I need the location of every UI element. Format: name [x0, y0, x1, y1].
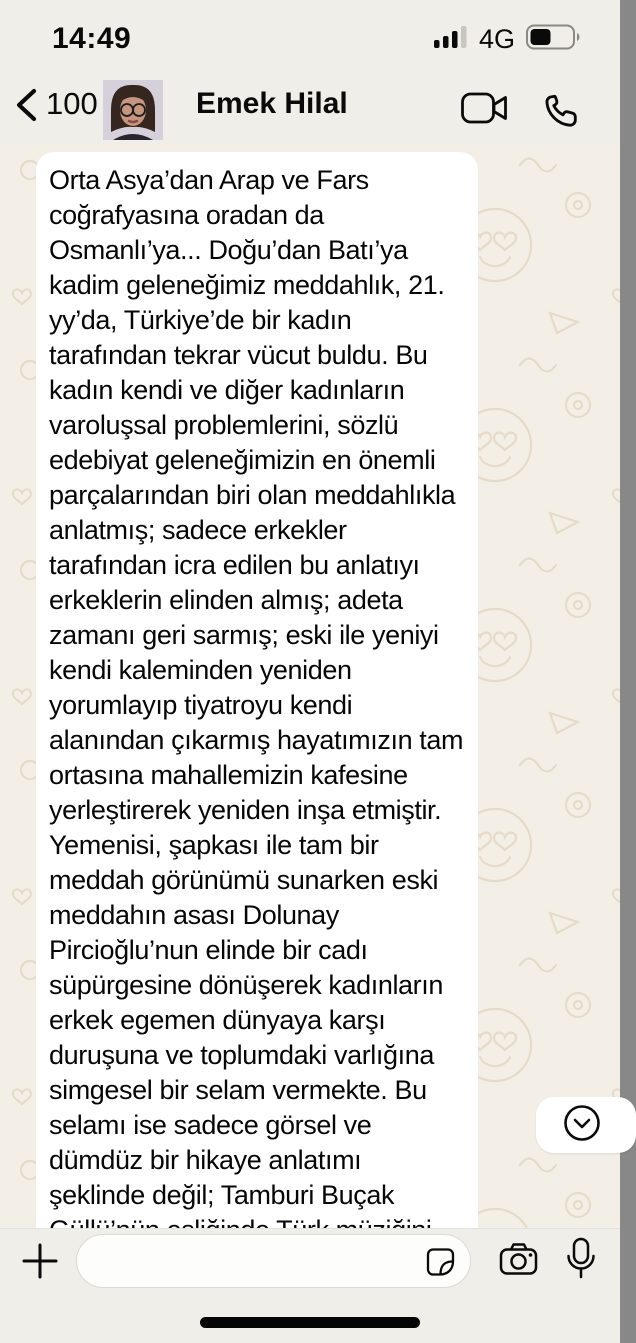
message-line: ortasına mahallemizin kafesine	[49, 760, 408, 790]
message-line: erkeklerin elinden almış; adeta	[49, 585, 403, 615]
message-line: dümdüz bir hikaye anlatımı	[49, 1145, 362, 1175]
message-line: şeklinde değil; Tamburi Buçak	[49, 1180, 395, 1210]
mic-button[interactable]	[564, 1237, 598, 1286]
message-line: meddahın asası Dolunay	[49, 900, 339, 930]
chevron-down-circle-icon	[536, 1101, 604, 1150]
message-line: Yemenisi, şapkası ile tam bir	[49, 830, 379, 860]
chevron-left-icon	[13, 109, 39, 126]
video-call-button[interactable]	[461, 92, 509, 130]
message-line: varoluşsal problemlerini, sözlü	[49, 410, 399, 440]
message-line: coğrafyasına oradan da	[49, 200, 324, 230]
video-call-icon	[461, 112, 509, 129]
voice-call-button[interactable]	[541, 92, 579, 135]
message-line: kendi kaleminden yeniden	[49, 655, 352, 685]
home-indicator-bar[interactable]	[200, 1317, 420, 1328]
message-line: meddah görünümü sunarken eski	[49, 865, 439, 895]
message-bubble[interactable]	[36, 152, 478, 1260]
contact-name[interactable]: Emek Hilal	[196, 87, 348, 120]
message-line: zamanı geri sarmış; eski ile yeniyi	[49, 620, 439, 650]
message-line: selamı ise sadece görsel ve	[49, 1110, 372, 1140]
message-line: yerleştirerek yeniden inşa etmiştir.	[49, 795, 442, 825]
message-line: yorumlayıp tiyatroyu kendi	[49, 690, 353, 720]
message-line: Osmanlı’ya... Doğu’dan Batı’ya	[49, 235, 408, 265]
back-button[interactable]	[13, 88, 41, 122]
message-line: erkek egemen dünyaya karşı	[49, 1005, 386, 1035]
unread-count-badge[interactable]: 100	[46, 86, 98, 121]
chat-area	[0, 145, 620, 1228]
camera-button[interactable]	[499, 1242, 539, 1281]
message-line: kadın kendi ve diğer kadınların	[49, 375, 405, 405]
status-time: 14:49	[52, 22, 132, 55]
cellular-signal-icon	[434, 26, 468, 54]
message-line: simgesel bir selam vermekte. Bu	[49, 1075, 427, 1105]
attach-button[interactable]	[21, 1242, 59, 1285]
scroll-to-bottom-button[interactable]	[536, 1097, 636, 1153]
chat-header	[0, 60, 620, 145]
message-line: süpürgesine dönüşerek kadınların	[49, 970, 443, 1000]
message-input[interactable]	[76, 1234, 471, 1288]
plus-icon	[21, 1267, 59, 1284]
microphone-icon	[564, 1268, 598, 1285]
message-line: anlatmış; sadece erkekler	[49, 515, 347, 545]
battery-icon	[526, 24, 584, 55]
message-line: tarafından tekrar vücut buldu. Bu	[49, 340, 428, 370]
message-line: Orta Asya’dan Arap ve Fars	[49, 165, 369, 195]
message-line: tarafından icra edilen bu anlatıyı	[49, 550, 420, 580]
message-line: Pircioğlu’nun elinde bir cadı	[49, 935, 368, 965]
message-text	[49, 163, 465, 1248]
sticker-button[interactable]	[425, 1246, 457, 1283]
camera-icon	[499, 1263, 539, 1280]
network-type-label: 4G	[478, 24, 515, 54]
message-line: alanından çıkarmış hayatımızın tam	[49, 725, 464, 755]
status-indicators	[434, 24, 584, 55]
sticker-icon	[425, 1265, 457, 1282]
voice-call-icon	[541, 117, 579, 134]
message-line: edebiyat geleneğimizin en önemli	[49, 445, 436, 475]
contact-avatar[interactable]	[103, 80, 163, 140]
message-line: kadim geleneğimiz meddahlık, 21.	[49, 270, 445, 300]
message-line: duruşuna ve toplumdaki varlığına	[49, 1040, 434, 1070]
message-line: parçalarından biri olan meddahlıkla	[49, 480, 456, 510]
message-line: yy’da, Türkiye’de bir kadın	[49, 305, 352, 335]
